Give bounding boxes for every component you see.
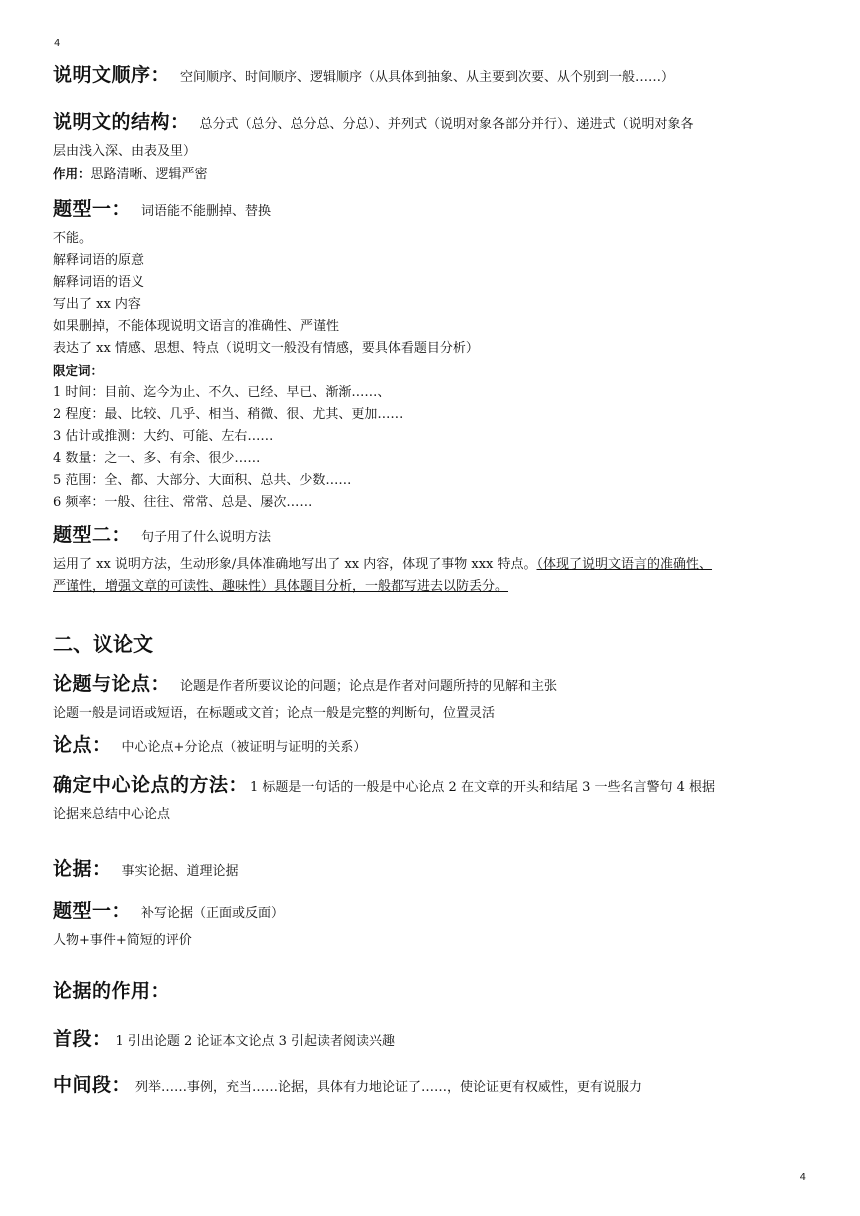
type1-line: 写出了 xx 内容 (53, 297, 141, 312)
qualifier-item: 2 程度：最、比较、几乎、相当、稍微、很、尤其、更加…… (53, 407, 404, 422)
structure-continuation: 层由浅入深、由表及里） (53, 144, 197, 159)
structure-effect (53, 163, 809, 186)
order-key: 说明文顺序： (53, 64, 171, 86)
type1-line: 不能。 (53, 231, 93, 246)
topic-value: 论题是作者所要议论的问题；论点是作者对问题所持的见解和主张 (180, 679, 558, 694)
type1-line: 解释词语的原意 (53, 253, 145, 268)
middle-para-value: 列举……事例，充当……论据，具体有力地论证了……，使论证更有权威性，更有说服力 (135, 1080, 643, 1095)
type2-answer-underlined: （体现了说明文语言的准确性、 (536, 557, 713, 572)
section-title: 二、议论文 (53, 632, 153, 656)
type2-key: 题型二： (53, 524, 132, 546)
first-para-key: 首段： (53, 1028, 112, 1050)
central-continuation: 论据来总结中心论点 (53, 807, 171, 822)
type2-answer-line2 (53, 576, 809, 598)
evidence-type1-value: 补写论据（正面或反面） (141, 906, 285, 921)
central-heading (53, 770, 809, 804)
order-heading (53, 60, 809, 94)
structure-heading (53, 107, 809, 141)
type1-heading (53, 194, 809, 228)
page-number-top: 4 (54, 38, 61, 49)
topic-heading (53, 669, 809, 703)
first-para-value: 1 引出论题 2 论证本文论点 3 引起读者阅读兴趣 (115, 1034, 395, 1049)
type2-answer-plain: 运用了 xx 说明方法，生动形象/具体准确地写出了 xx 内容，体现了事物 xxx 特点。 (53, 557, 537, 572)
first-para-heading (53, 1024, 809, 1058)
structure-effect-value: 思路清晰、逻辑严密 (90, 167, 208, 182)
order-value: 空间顺序、时间顺序、逻辑顺序（从具体到抽象、从主要到次要、从个别到一般……） (180, 70, 675, 85)
central-key: 确定中心论点的方法： (53, 774, 249, 796)
type1-line: 解释词语的语义 (53, 275, 145, 290)
qualifier-label: 限定词： (53, 363, 104, 378)
evidence-type1-answer: 人物+事件+简短的评价 (53, 933, 192, 948)
type2-answer-line1 (53, 554, 809, 576)
evidence-type1-key: 题型一： (53, 900, 132, 922)
page-number-bottom: 4 (799, 1172, 806, 1183)
qualifier-item: 1 时间：目前、迄今为止、不久、已经、早已、渐渐……、 (53, 385, 391, 400)
qualifier-item: 3 估计或推测：大约、可能、左右…… (53, 429, 274, 444)
qualifier-item: 4 数量：之一、多、有余、很少…… (53, 451, 261, 466)
middle-para-key: 中间段： (53, 1074, 132, 1096)
evidence-key: 论据： (53, 858, 112, 880)
type1-key: 题型一： (53, 198, 132, 220)
argument-value: 中心论点+分论点（被证明与证明的关系） (121, 740, 367, 755)
evidence-role-key: 论据的作用： (53, 980, 171, 1002)
structure-value: 总分式（总分、总分总、分总）、并列式（说明对象各部分并行）、递进式（说明对象各 (199, 117, 694, 132)
type1-value: 词语能不能删掉、替换 (141, 204, 272, 219)
argument-key: 论点： (53, 734, 112, 756)
type2-value: 句子用了什么说明方法 (141, 530, 272, 545)
argument-heading (53, 730, 809, 764)
structure-key: 说明文的结构： (53, 111, 190, 133)
type2-answer-underlined: 严谨性，增强文章的可读性、趣味性）具体题目分析，一般都写进去以防丢分。 (53, 579, 509, 594)
qualifier-item: 6 频率：一般、往往、常常、总是、屡次…… (53, 495, 313, 510)
qualifier-item: 5 范围：全、都、大部分、大面积、总共、少数…… (53, 473, 352, 488)
evidence-value: 事实论据、道理论据 (121, 864, 239, 879)
topic-key: 论题与论点： (53, 673, 171, 695)
type2-heading (53, 520, 809, 554)
topic-note: 论题一般是词语或短语，在标题或文首；论点一般是完整的判断句，位置灵活 (53, 706, 496, 721)
document-body (53, 60, 809, 1104)
evidence-heading (53, 854, 809, 888)
structure-effect-label: 作用： (53, 166, 91, 181)
type1-line: 如果删掉，不能体现说明文语言的准确性、严谨性 (53, 319, 340, 334)
evidence-role-heading (53, 976, 809, 1010)
type1-line: 表达了 xx 情感、思想、特点（说明文一般没有情感，要具体看题目分析） (53, 341, 479, 356)
central-value: 1 标题是一句话的一般是中心论点 2 在文章的开头和结尾 3 一些名言警句 4 根据 (250, 780, 716, 795)
middle-para-heading (53, 1070, 809, 1104)
evidence-type1-heading (53, 896, 809, 930)
